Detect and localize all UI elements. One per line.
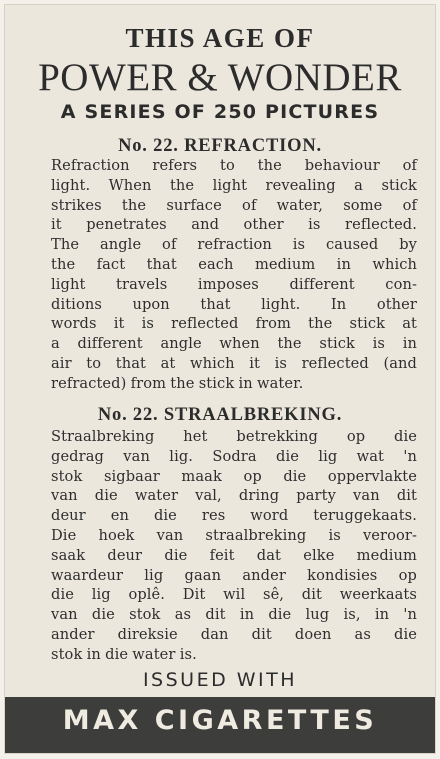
english-line: Refraction refers to the behaviour of — [51, 157, 417, 174]
issued-with-label: ISSUED WITH — [142, 669, 298, 691]
series-title-main: POWER & WONDER — [38, 56, 402, 99]
afrikaans-line: die lig oplê. Dit wil sê, dit weerkaats — [51, 586, 417, 604]
english-line: it penetrates and other is reflected. — [51, 216, 417, 234]
afrikaans-line: Straalbreking het betrekking op die — [51, 428, 417, 445]
english-description — [51, 156, 417, 394]
english-heading: No. 22. REFRACTION. — [118, 136, 322, 156]
afrikaans-line: Die hoek van straalbreking is veroor- — [51, 526, 417, 544]
afrikaans-line: ander direksie dan dit doen as die — [51, 625, 417, 643]
afrikaans-line: stok in die water is. — [51, 645, 197, 663]
english-line: the fact that each medium in which — [51, 255, 417, 273]
english-line: ditions upon that light. In other — [51, 295, 417, 313]
series-title-top: THIS AGE OF — [125, 23, 315, 53]
english-line: light travels imposes different con- — [51, 275, 417, 293]
brand-name: MAX CIGARETTES — [62, 705, 378, 736]
afrikaans-heading: No. 22. STRAALBREKING. — [97, 405, 343, 425]
english-line: The angle of refraction is caused by — [51, 236, 417, 254]
cigarette-card — [4, 4, 436, 754]
afrikaans-line: waardeur lig gaan ander kondisies op — [51, 566, 417, 584]
afrikaans-line: deur en die res word teruggekaats. — [51, 507, 417, 525]
afrikaans-line: stok sigbaar maak op die oppervlakte — [51, 467, 417, 485]
english-line: refracted) from the stick in water. — [51, 374, 304, 392]
english-line: light. When the light revealing a stick — [51, 176, 417, 194]
english-line: words it is reflected from the stick at — [51, 315, 417, 333]
brand-banner — [5, 697, 435, 754]
afrikaans-line: van die water val, dring party van dit — [51, 487, 417, 505]
english-line: air to that at which it is reflected (and — [51, 354, 417, 372]
afrikaans-description — [51, 427, 417, 665]
afrikaans-line: van die stok as dit in die lug is, in 'n — [51, 606, 417, 624]
afrikaans-line: saak deur die feit dat elke medium — [51, 546, 417, 564]
english-line: strikes the surface of water, some of — [51, 196, 417, 214]
series-subtitle: A SERIES OF 250 PICTURES — [60, 101, 380, 123]
afrikaans-line: gedrag van lig. Sodra die lig wat 'n — [51, 447, 417, 465]
english-line: a different angle when the stick is in — [51, 335, 417, 353]
